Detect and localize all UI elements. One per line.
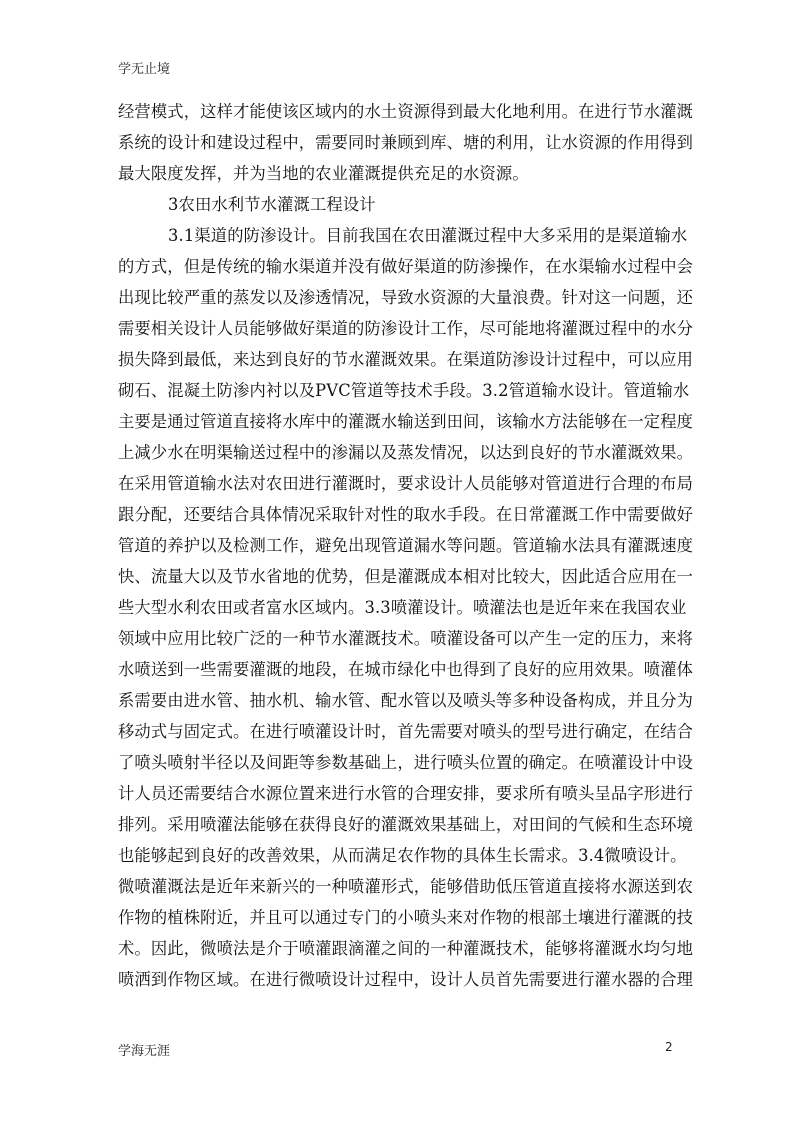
- text-line: 些大型水利农田或者富水区域内。3.3喷灌设计。喷灌法也是近年来在我国农业: [118, 598, 687, 617]
- text-line: 最大限度发挥，并为当地的农业灌溉提供充足的水资源。: [118, 164, 529, 183]
- text-line: 作物的植株附近，并且可以通过专门的小喷头来对作物的根部土壤进行灌溉的技: [118, 908, 694, 927]
- text-line: 砌石、混凝土防渗内衬以及PVC管道等技术手段。3.2管道输水设计。管道输水: [118, 381, 690, 400]
- text-line: 术。因此，微喷法是介于喷灌跟滴灌之间的一种灌溉技术，能够将灌溉水均匀地: [118, 939, 694, 958]
- text-line: 管道的养护以及检测工作，避免出现管道漏水等问题。管道输水法具有灌溉速度: [118, 536, 694, 555]
- text-line: 领域中应用比较广泛的一种节水灌溉技术。喷灌设备可以产生一定的压力，来将: [118, 629, 694, 648]
- text-line: 在采用管道输水法对农田进行灌溉时，要求设计人员能够对管道进行合理的布局: [118, 474, 694, 493]
- page-number: 2: [665, 1040, 673, 1054]
- text-line: 跟分配，还要结合具体情况采取针对性的取水手段。在日常灌溉工作中需要做好: [118, 505, 694, 524]
- text-line: 水喷送到一些需要灌溉的地段，在城市绿化中也得到了良好的应用效果。喷灌体: [118, 660, 694, 679]
- text-line: 计人员还需要结合水源位置来进行水管的合理安排，要求所有喷头呈品字形进行: [118, 784, 694, 803]
- text-line: 3.1渠道的防渗设计。目前我国在农田灌溉过程中大多采用的是渠道输水: [168, 226, 688, 245]
- text-line: 经营模式，这样才能使该区域内的水土资源得到最大化地利用。在进行节水灌溉: [118, 102, 694, 121]
- text-line: 需要相关设计人员能够做好渠道的防渗设计工作，尽可能地将灌溉过程中的水分: [118, 319, 694, 338]
- text-line: 出现比较严重的蒸发以及渗透情况，导致水资源的大量浪费。针对这一问题，还: [118, 288, 694, 307]
- page-header: 学无止境: [118, 62, 171, 77]
- text-line: 喷洒到作物区域。在进行微喷设计过程中，设计人员首先需要进行灌水器的合理: [118, 970, 694, 989]
- text-line: 微喷灌溉法是近年来新兴的一种喷灌形式，能够借助低压管道直接将水源送到农: [118, 877, 694, 896]
- text-line: 快、流量大以及节水省地的优势，但是灌溉成本相对比较大，因此适合应用在一: [118, 567, 694, 586]
- text-line: 系需要由进水管、抽水机、输水管、配水管以及喷头等多种设备构成，并且分为: [118, 691, 694, 710]
- text-line: 上减少水在明渠输送过程中的渗漏以及蒸发情况，以达到良好的节水灌溉效果。: [118, 443, 694, 462]
- text-line: 损失降到最低，来达到良好的节水灌溉效果。在渠道防渗设计过程中，可以应用: [118, 350, 694, 369]
- text-line: 了喷头喷射半径以及间距等参数基础上，进行喷头位置的确定。在喷灌设计中设: [118, 753, 694, 772]
- text-line: 也能够起到良好的改善效果，从而满足农作物的具体生长需求。3.4微喷设计。: [118, 846, 687, 865]
- body-text: [118, 96, 694, 995]
- text-line: 移动式与固定式。在进行喷灌设计时，首先需要对喷头的型号进行确定，在结合: [118, 722, 694, 741]
- page-footer: 学海无涯: [118, 1044, 171, 1059]
- text-line: 主要是通过管道直接将水库中的灌溉水输送到田间，该输水方法能够在一定程度: [118, 412, 694, 431]
- section-heading: 3农田水利节水灌溉工程设计: [168, 195, 376, 214]
- text-line: 系统的设计和建设过程中，需要同时兼顾到库、塘的利用，让水资源的作用得到: [118, 133, 694, 152]
- text-line: 的方式，但是传统的输水渠道并没有做好渠道的防渗操作，在水渠输水过程中会: [118, 257, 694, 276]
- text-line: 排列。采用喷灌法能够在获得良好的灌溉效果基础上，对田间的气候和生态环境: [118, 815, 694, 834]
